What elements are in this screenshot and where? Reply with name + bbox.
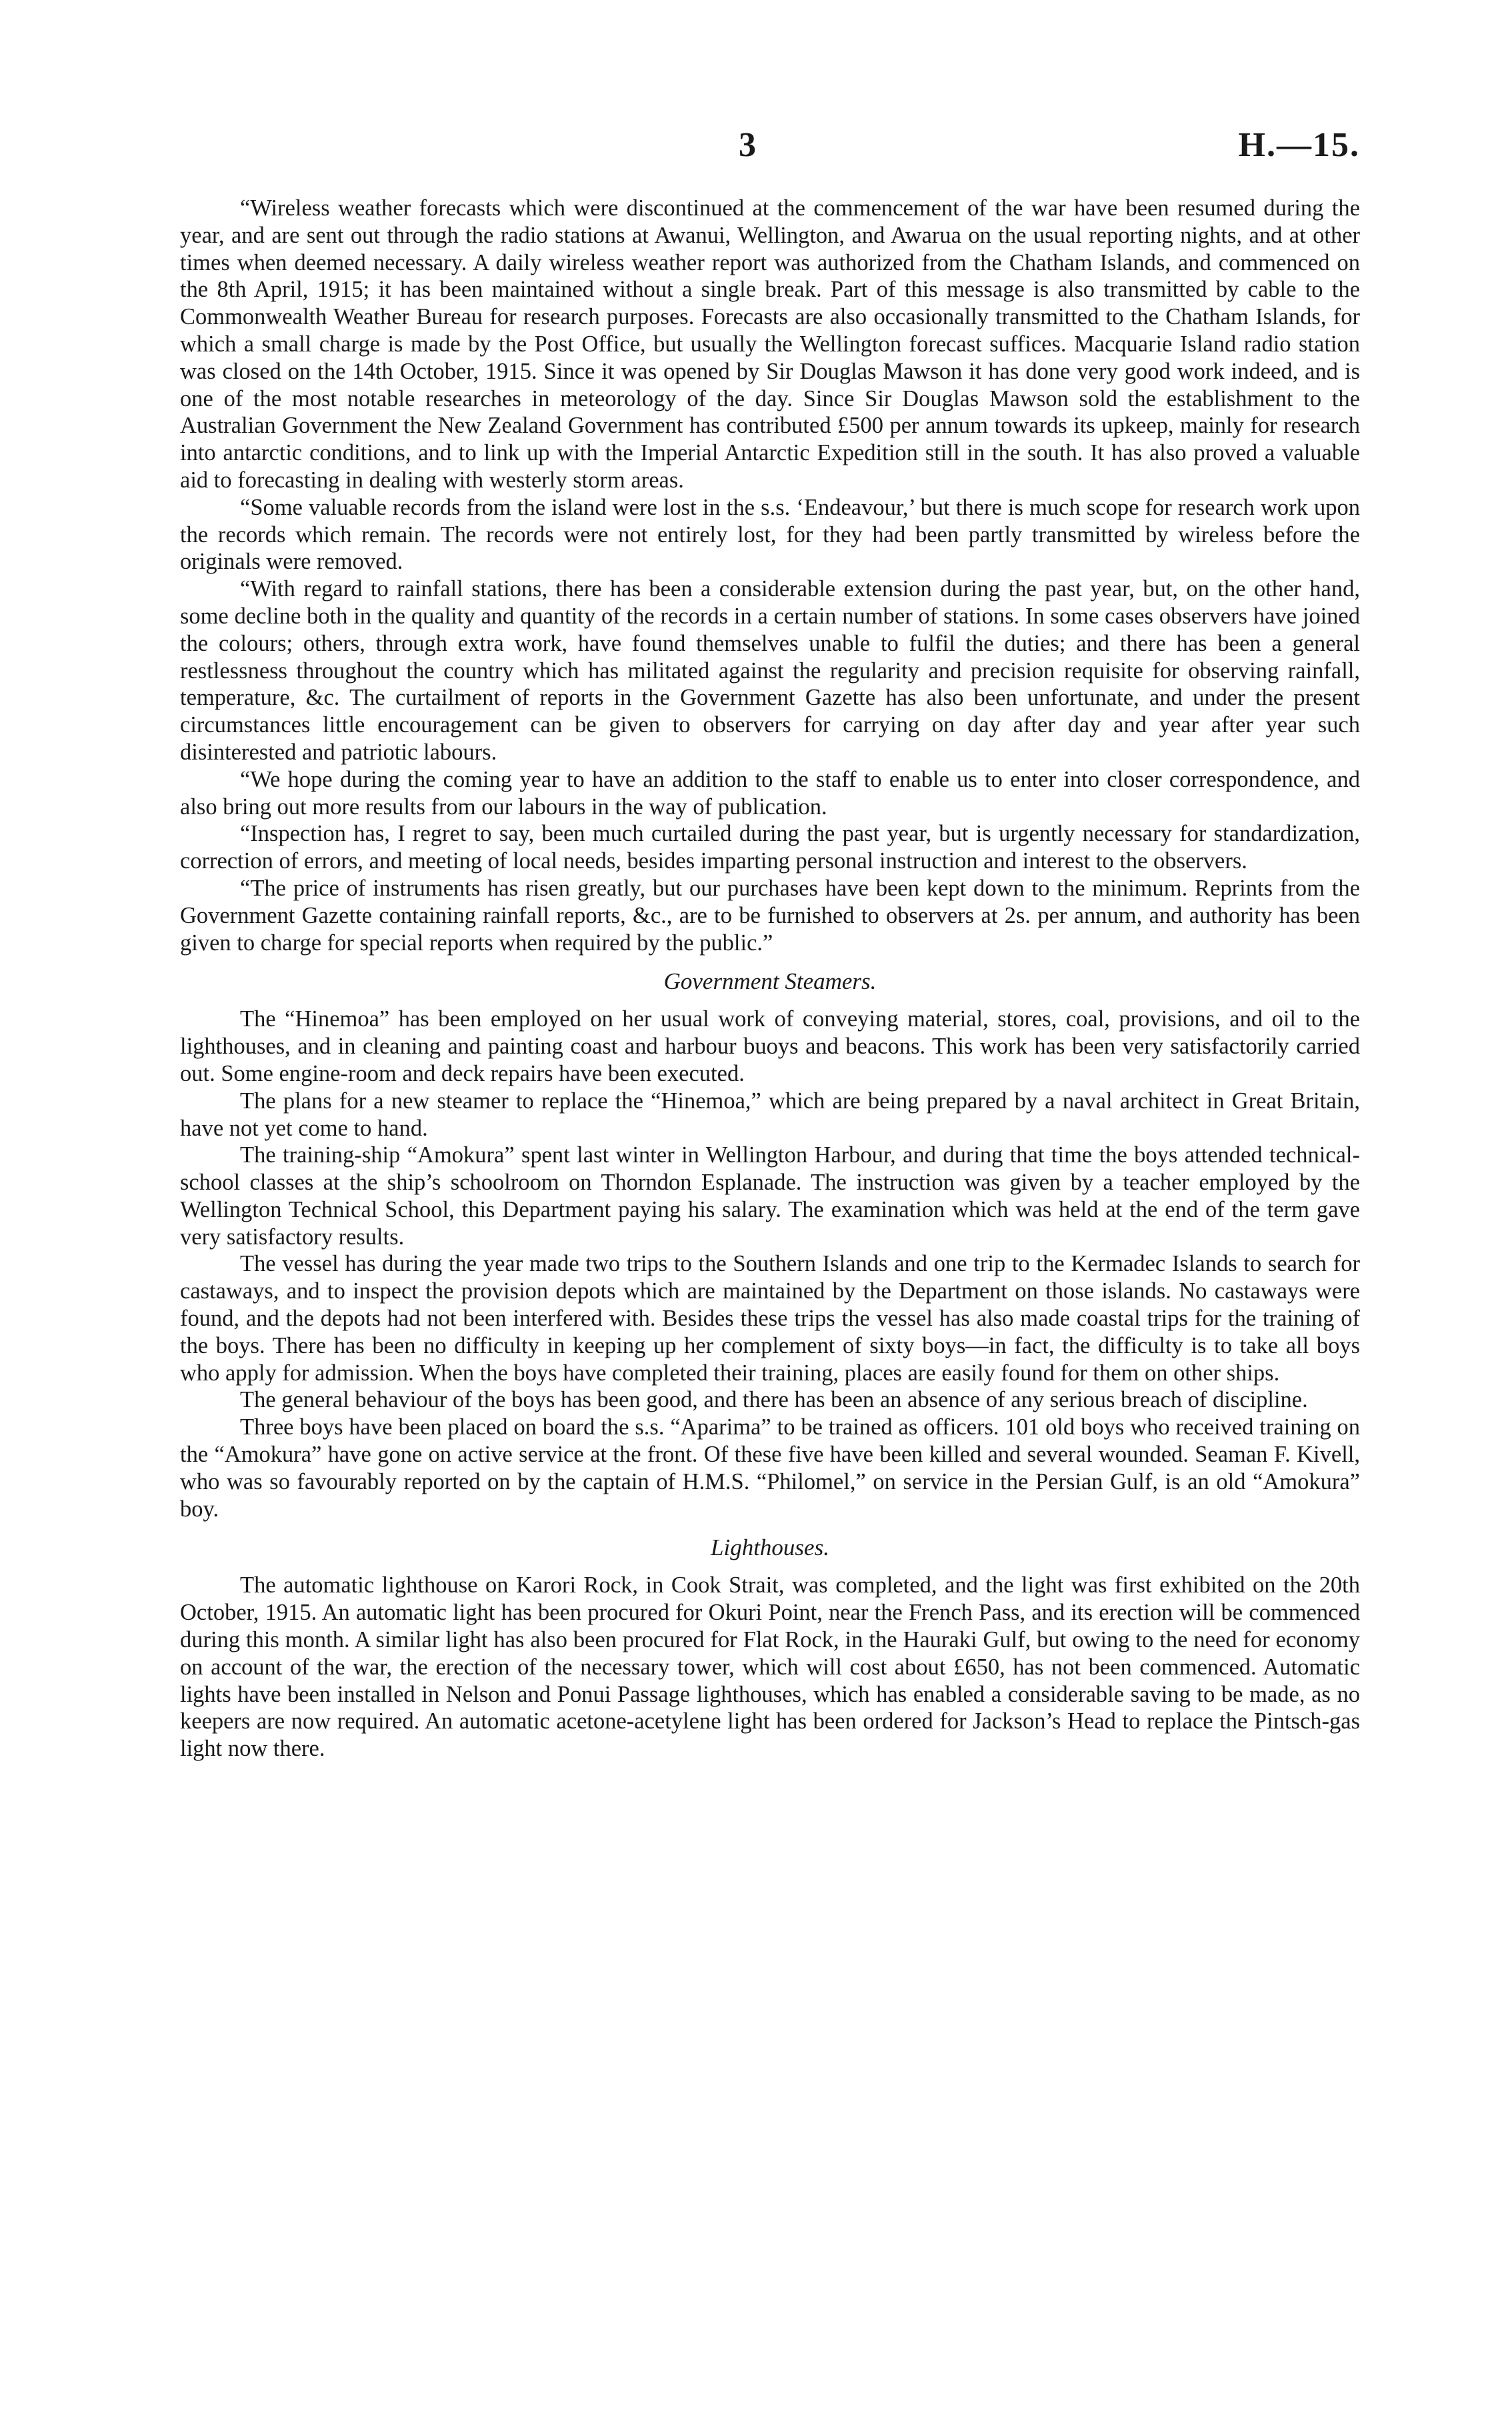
page-number: 3 xyxy=(739,126,756,164)
steamers-paragraph: The plans for a new steamer to replace the “Hinemoa,” which are being prepared by a naval architect in Great Britain, have not yet come to hand. xyxy=(180,1088,1360,1141)
steamers-paragraph: The training-ship “Amokura” spent last winter in Wellington Harbour, and during that time the boys attended technical-school classes at the ship’s schoolroom on Thorndon Esplanade. The instruction was given by a teacher employed by the Wellington Technical School, this Department paying his salary. The examination which was held at the end of the term gave very satisfactory results. xyxy=(180,1142,1360,1250)
report-paragraph: “Inspection has, I regret to say, been much curtailed during the past year, but is urgently necessary for standardization, correction of errors, and meeting of local needs, besides imparting personal instruction and interest to the observers. xyxy=(180,821,1360,874)
steamers-paragraph: The vessel has during the year made two trips to the Southern Islands and one trip to the Kermadec Islands to search for castaways, and to inspect the provision depots which are maintained by the Department on those islands. No castaways were found, and the depots had not been interfered with. Besides these trips the vessel has also made coastal trips for the training of the boys. There has been no difficulty in keeping up her complement of sixty boys—in fact, the difficulty is to take all boys who apply for admission. When the boys have completed their training, places are easily found for them on other ships. xyxy=(180,1251,1360,1386)
lighthouses-paragraph: The automatic lighthouse on Karori Rock, in Cook Strait, was completed, and the light was first exhibited on the 20th October, 1915. An automatic light has been procured for Okuri Point, near the French Pass, and its erection will be commenced during this month. A similar light has also been procured for Flat Rock, in the Hauraki Gulf, but owing to the need for economy on account of the war, the erection of the necessary tower, which will cost about £650, has not been commenced. Automatic lights have been installed in Nelson and Ponui Passage lighthouses, which has enabled a considerable saving to be made, as no keepers are now required. An automatic acetone-acetylene light has been ordered for Jackson’s Head to replace the Pintsch-gas light now there. xyxy=(180,1572,1360,1762)
report-paragraph: “Wireless weather forecasts which were discontinued at the commencement of the war have been resumed during the year, and are sent out through the radio stations at Awanui, Wellington, and Awarua on the usual reporting nights, and at other times when deemed necessary. A daily wireless weather report was authorized from the Chatham Islands, and commenced on the 8th April, 1915; it has been maintained without a single break. Part of this message is also transmitted by cable to the Commonwealth Weather Bureau for research purposes. Forecasts are also occasionally transmitted to the Chatham Islands, for which a small charge is made by the Post Office, but usually the Wellington forecast suffices. Macquarie Island radio station was closed on the 14th October, 1915. Since it was opened by Sir Douglas Mawson it has done very good work indeed, and is one of the most notable researches in meteorology of the day. Since Sir Douglas Mawson sold the establishment to the Australian Government the New Zealand Government has contributed £500 per annum towards its upkeep, mainly for research into antarctic conditions, and to link up with the Imperial Antarctic Expedition still in the south. It has also proved a valuable aid to forecasting in dealing with westerly storm areas. xyxy=(180,195,1360,493)
report-paragraph: “With regard to rainfall stations, there has been a considerable extension during the past year, but, on the other hand, some decline both in the quality and quantity of the records in a certain number of stations. In some cases observers have joined the colours; others, through extra work, have found themselves unable to fulfil the duties; and there has been a general restlessness throughout the country which has militated against the regularity and precision requisite for observing rainfall, temperature, &c. The curtailment of reports in the Government Gazette has also been unfortunate, and under the present circumstances little encouragement can be given to observers for carrying on day after day and year after year such disinterested and patriotic labours. xyxy=(180,576,1360,765)
steamers-paragraph: Three boys have been placed on board the s.s. “Aparima” to be trained as officers. 101 old boys who received training on the “Amokura” have gone on active service at the front. Of these five have been killed and several wounded. Seaman F. Kivell, who was so favourably reported on by the captain of H.M.S. “Philomel,” on service in the Persian Gulf, is an old “Amokura” boy. xyxy=(180,1414,1360,1522)
document-reference: H.—15. xyxy=(1238,126,1360,164)
page-header xyxy=(180,125,1360,179)
steamers-paragraph: The “Hinemoa” has been employed on her usual work of conveying material, stores, coal, provisions, and oil to the lighthouses, and in cleaning and painting coast and harbour buoys and beacons. This work has been very satisfactorily carried out. Some engine-room and deck repairs have been executed. xyxy=(180,1006,1360,1086)
report-paragraph: “Some valuable records from the island were lost in the s.s. ‘Endeavour,’ but there is much scope for research work upon the records which remain. The records were not entirely lost, for they had been partly transmitted by wireless before the originals were removed. xyxy=(180,494,1360,575)
section-heading-lighthouses: Lighthouses. xyxy=(711,1534,829,1561)
body-text xyxy=(180,195,1360,1762)
section-heading-government-steamers: Government Steamers. xyxy=(663,968,877,995)
report-paragraph: “The price of instruments has risen greatly, but our purchases have been kept down to the minimum. Reprints from the Government Gazette containing rainfall reports, &c., are to be furnished to observers at 2s. per annum, and authority has been given to charge for special reports when required by the public.” xyxy=(180,875,1360,956)
steamers-paragraph: The general behaviour of the boys has been good, and there has been an absence of any serious breach of discipline. xyxy=(240,1387,1308,1413)
report-paragraph: “We hope during the coming year to have an addition to the staff to enable us to enter into closer correspondence, and also bring out more results from our labours in the way of publication. xyxy=(180,766,1360,820)
